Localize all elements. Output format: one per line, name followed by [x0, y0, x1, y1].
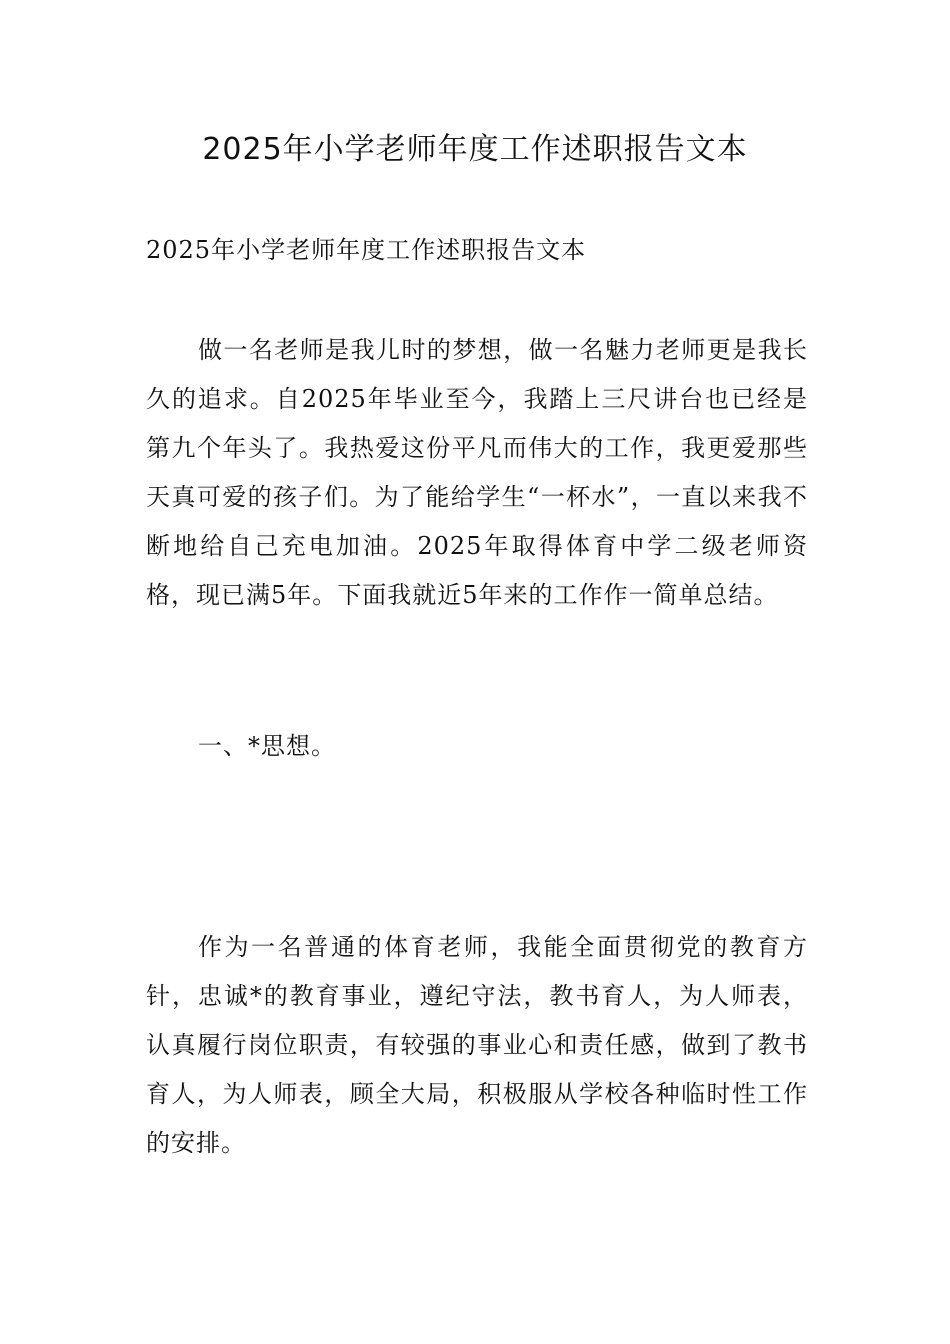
document-title: 2025年小学老师年度工作述职报告文本 — [202, 132, 748, 167]
paragraph-thought: 作为一名普通的体育老师，我能全面贯彻党的教育方针，忠诚*的教育事业，遵纪守法，教书育人，为人师表，认真履行岗位职责，有较强的事业心和责任感，做到了教书育人，为人师表，顾全大局，积极服从学校各种临时性工作的安排。 — [146, 933, 808, 1157]
section-heading-thought: 一、*思想。 — [198, 732, 336, 760]
document-subtitle: 2025年小学老师年度工作述职报告文本 — [146, 236, 587, 264]
paragraph-intro: 做一名老师是我儿时的梦想，做一名魅力老师更是我长久的追求。自2025年毕业至今，我踏上三尺讲台也已经是第九个年头了。我热爱这份平凡而伟大的工作，我更爱那些天真可爱的孩子们。为了能给学生“一杯水”，一直以来我不断地给自己充电加油。2025年取得体育中学二级老师资格，现已满5年。下面我就近5年来的工作作一简单总结。 — [146, 336, 808, 609]
